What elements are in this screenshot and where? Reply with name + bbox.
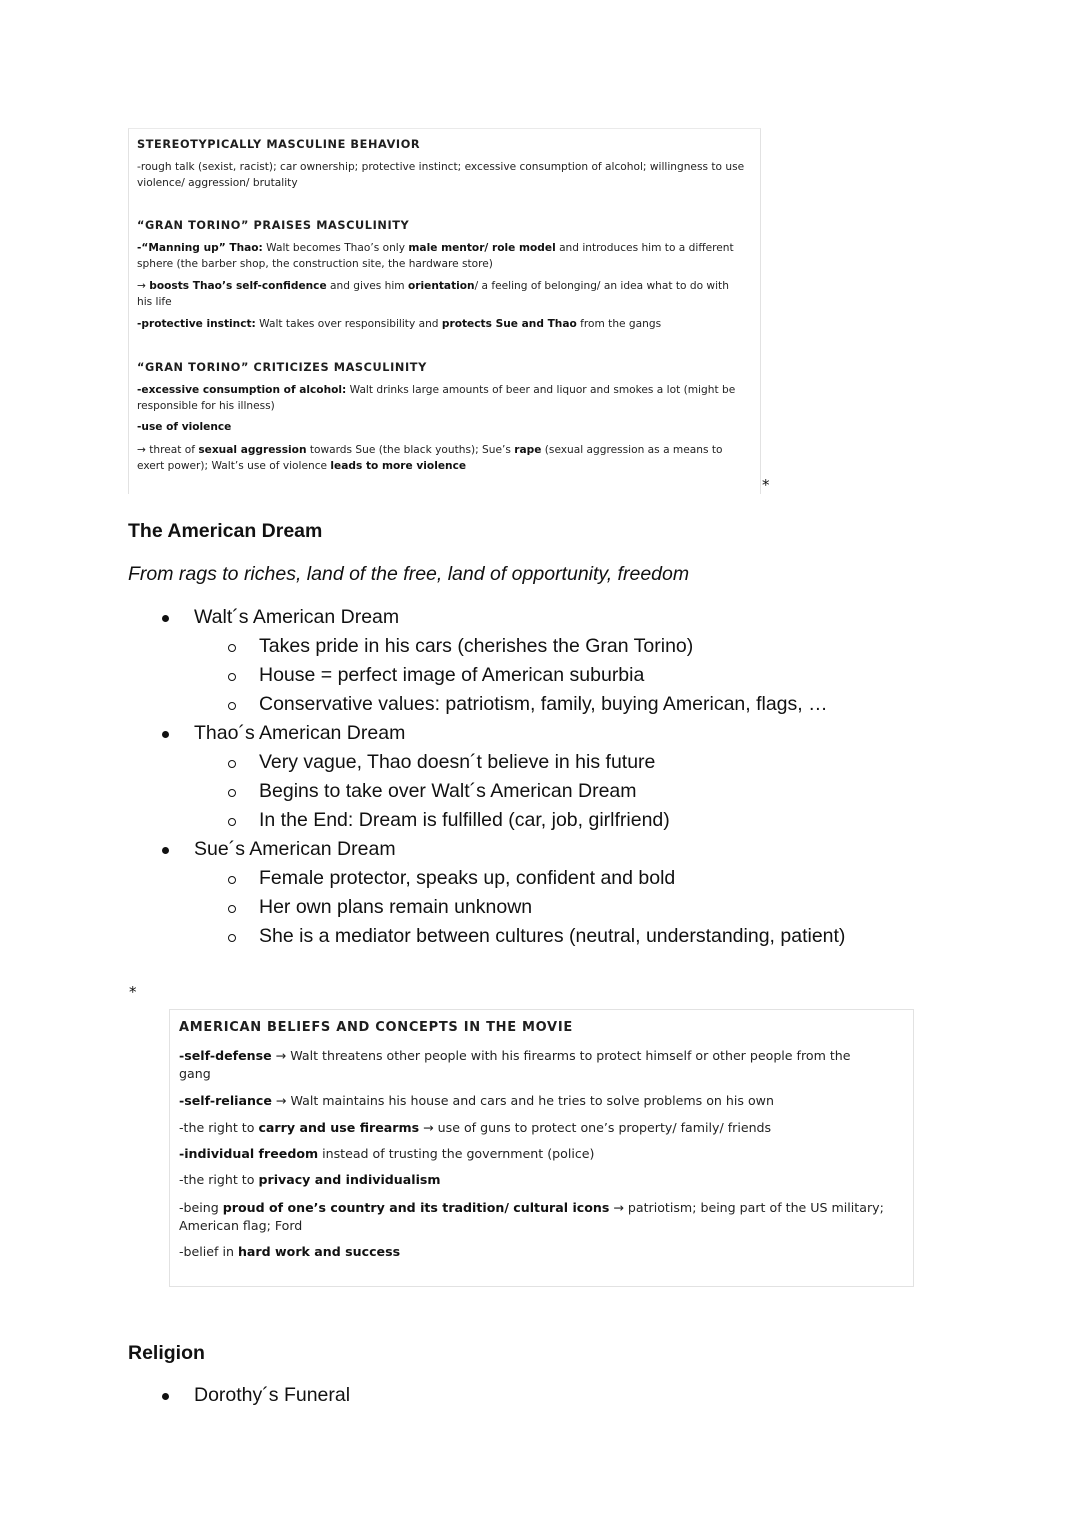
text-span: Walt takes over responsibility and (255, 318, 442, 330)
text-span: from the gangs (576, 318, 662, 330)
sub-list-item: Begins to take over Walt´s American Dream (259, 780, 637, 802)
box-paragraph (137, 160, 744, 191)
circle-bullet-icon (228, 934, 236, 942)
bullet-icon (162, 1393, 169, 1400)
text-line (179, 1047, 851, 1065)
text-line (137, 279, 729, 295)
section-subtitle: From rags to riches, land of the free, land of opportunity, freedom (128, 563, 690, 585)
asterisk-marker: * (762, 476, 770, 494)
text-span: / a feeling of belonging/ an idea what to do with (474, 280, 729, 292)
text-line: his life (137, 295, 172, 308)
box-heading-beliefs: AMERICAN BELIEFS AND CONCEPTS IN THE MOVIE (179, 1020, 573, 1035)
sub-list-item: Conservative values: patriotism, family, buying American, flags, … (259, 693, 828, 715)
section-heading-religion: Religion (128, 1342, 205, 1364)
bold-term: rape (514, 444, 542, 456)
text-span: exert power); Walt’s use of violence (137, 459, 331, 472)
list-item: Thao´s American Dream (194, 722, 406, 744)
bullet-icon (162, 731, 169, 738)
circle-bullet-icon (228, 702, 236, 710)
circle-bullet-icon (228, 905, 236, 913)
box-paragraph (137, 443, 723, 474)
circle-bullet-icon (228, 673, 236, 681)
circle-bullet-icon (228, 644, 236, 652)
box-paragraph (137, 317, 661, 333)
sub-list-item: In the End: Dream is fulfilled (car, job, girlfriend) (259, 809, 670, 831)
box-paragraph (179, 1199, 884, 1235)
list-item: Sue´s American Dream (194, 838, 396, 860)
text-span: and introduces him to a different (555, 242, 734, 254)
text-span: towards Sue (the black youths); Sue’s (306, 444, 515, 456)
text-line (179, 1092, 774, 1110)
circle-bullet-icon (228, 760, 236, 768)
sub-list-item: House = perfect image of American suburbia (259, 664, 645, 686)
text-span: -the right to (179, 1172, 259, 1187)
text-line (179, 1119, 771, 1137)
text-line (179, 1171, 441, 1189)
text-line: American flag; Ford (179, 1218, 303, 1233)
bold-term: proud of one’s country and its tradition/ cultural icons (222, 1200, 610, 1215)
bold-term: protects Sue and Thao (441, 318, 577, 330)
box-paragraph (137, 420, 231, 436)
circle-bullet-icon (228, 789, 236, 797)
text-line: responsible for his illness) (137, 399, 275, 412)
bold-term: sexual aggression (198, 444, 307, 456)
bullet-icon (162, 847, 169, 854)
bold-term: privacy and individualism (258, 1172, 441, 1187)
text-line (137, 443, 723, 459)
text-line: violence/ aggression/ brutality (137, 176, 298, 189)
box-paragraph (179, 1145, 594, 1163)
text-line (179, 1145, 594, 1163)
arrow-icon: → (137, 280, 150, 292)
text-line (137, 459, 723, 475)
text-span: → Walt maintains his house and cars and he tries to solve problems on his own (271, 1093, 774, 1108)
text-line: -rough talk (sexist, racist); car ownership; protective instinct; excessive consumption of alcohol; willingness to use (137, 161, 745, 173)
bold-term: -“Manning up” Thao: (137, 242, 263, 254)
masculinity-box (128, 128, 761, 494)
text-span: -the right to (179, 1120, 259, 1135)
text-span: → use of guns to protect one’s property/ family/ friends (419, 1120, 772, 1135)
bold-term: leads to more violence (330, 459, 467, 472)
sub-list-item: Female protector, speaks up, confident and bold (259, 867, 676, 889)
text-span: instead of trusting the government (police) (318, 1146, 595, 1161)
text-line (179, 1243, 400, 1261)
bold-term: -use of violence (137, 421, 232, 433)
box-paragraph (137, 383, 735, 414)
bold-term: -excessive consumption of alcohol: (137, 384, 347, 396)
box-paragraph (179, 1243, 400, 1261)
beliefs-box (169, 1009, 914, 1287)
bold-term: orientation (408, 280, 475, 292)
bold-term: male mentor/ role model (408, 242, 556, 254)
text-span: (sexual aggression as a means to (541, 444, 723, 456)
box-paragraph (179, 1092, 774, 1110)
bold-term: -self-reliance (179, 1093, 272, 1108)
bold-term: hard work and success (237, 1244, 401, 1259)
section-heading-american-dream: The American Dream (128, 520, 323, 542)
bold-term: boosts Thao’s self-confidence (149, 280, 327, 292)
asterisk-marker: * (129, 983, 137, 1001)
circle-bullet-icon (228, 876, 236, 884)
sub-list-item: Very vague, Thao doesn´t believe in his future (259, 751, 656, 773)
box-heading-praises: “GRAN TORINO” PRAISES MASCULINITY (137, 219, 410, 232)
box-paragraph (179, 1171, 441, 1189)
text-line: gang (179, 1066, 211, 1081)
text-line (137, 383, 735, 399)
text-span: and gives him (326, 280, 408, 292)
box-paragraph (179, 1119, 771, 1137)
bullet-icon (162, 615, 169, 622)
arrow-icon: → (137, 444, 150, 456)
text-span: → Walt threatens other people with his firearms to protect himself or other people from the (271, 1048, 851, 1063)
bold-term: -self-defense (179, 1048, 272, 1063)
text-span: threat of (149, 444, 199, 456)
text-span: → patriotism; being part of the US military; (609, 1200, 884, 1215)
circle-bullet-icon (228, 818, 236, 826)
text-span: -being (179, 1200, 223, 1215)
box-heading-criticizes: “GRAN TORINO” CRITICIZES MASCULINITY (137, 361, 427, 374)
bold-term: carry and use firearms (258, 1120, 420, 1135)
sub-list-item: Takes pride in his cars (cherishes the Gran Torino) (259, 635, 694, 657)
sub-list-item: She is a mediator between cultures (neutral, understanding, patient) (259, 925, 846, 947)
list-item: Walt´s American Dream (194, 606, 400, 628)
text-span: Walt drinks large amounts of beer and liquor and smokes a lot (might be (346, 384, 736, 396)
text-line (137, 241, 734, 257)
box-heading-masculine-behavior: STEREOTYPICALLY MASCULINE BEHAVIOR (137, 138, 421, 151)
text-line (137, 420, 231, 436)
sub-list-item: Her own plans remain unknown (259, 896, 533, 918)
box-paragraph (179, 1047, 851, 1083)
text-line (179, 1199, 884, 1217)
text-span: Walt becomes Thao’s only (262, 242, 409, 254)
text-line: sphere (the barber shop, the construction site, the hardware store) (137, 257, 493, 270)
bold-term: -protective instinct: (137, 318, 256, 330)
text-span: -belief in (179, 1244, 238, 1259)
bold-term: -individual freedom (179, 1146, 319, 1161)
box-paragraph (137, 241, 734, 272)
box-paragraph (137, 279, 729, 310)
list-item: Dorothy´s Funeral (194, 1384, 351, 1406)
text-line (137, 317, 661, 333)
